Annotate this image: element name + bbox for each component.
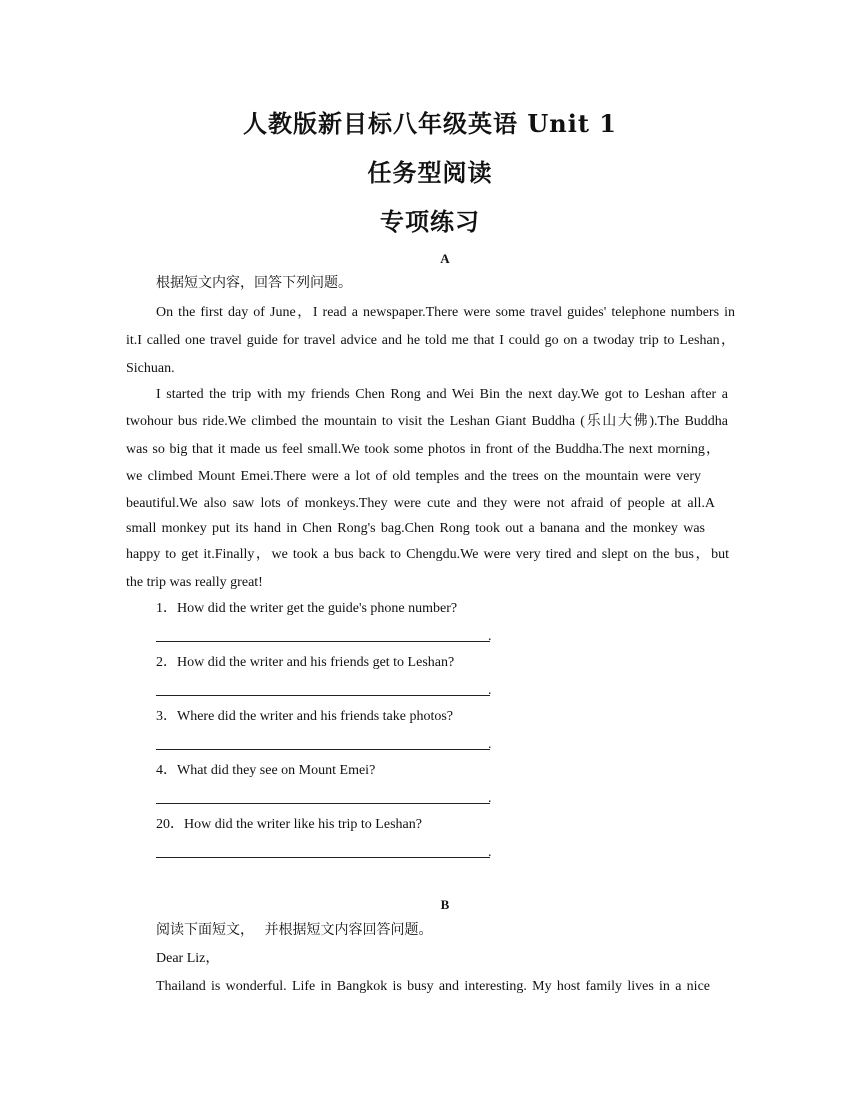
passage-line: twohour bus ride.We climbed the mountain to visit the Leshan Giant Buddha (乐山大佛).The Buddha <box>126 414 728 429</box>
passage-line: happy to get it.Finally，we took a bus back to Chengdu.We were very tired and slept on the bus，but <box>126 547 729 562</box>
section-b-label: B <box>440 897 450 912</box>
passage-line: Thailand is wonderful. Life in Bangkok is busy and interesting. My host family lives in a nice <box>156 979 710 994</box>
answer-period: . <box>488 791 492 806</box>
passage-line: it.I called one travel guide for travel advice and he told me that I could go on a twoday trip to Leshan， <box>126 333 735 348</box>
question-2: 2．How did the writer and his friends get to Leshan? <box>156 655 455 670</box>
answer-line-3[interactable] <box>156 749 490 750</box>
passage-line: was so big that it made us feel small.We took some photos in front of the Buddha.The next morning， <box>126 442 720 457</box>
passage-line: beautiful.We also saw lots of monkeys.They were cute and they were not afraid of people at all.A <box>126 496 715 511</box>
question-4: 4．What did they see on Mount Emei? <box>156 763 376 778</box>
section-a-instruction: 根据短文内容，回答下列问题。 <box>156 276 352 291</box>
answer-period: . <box>488 683 492 698</box>
answer-line-20[interactable] <box>156 857 490 858</box>
section-b-instruction: 阅读下面短文， 并根据短文内容回答问题。 <box>156 923 433 938</box>
question-20: 20．How did the writer like his trip to Leshan? <box>156 817 422 832</box>
answer-line-1[interactable] <box>156 641 490 642</box>
letter-greeting: Dear Liz， <box>156 951 220 966</box>
title-line-3: 专项练习 <box>380 207 480 236</box>
passage-line: the trip was really great! <box>126 575 263 590</box>
passage-line: small monkey put its hand in Chen Rong's bag.Chen Rong took out a banana and the monkey was <box>126 521 705 536</box>
answer-period: . <box>488 845 492 860</box>
passage-line: I started the trip with my friends Chen Rong and Wei Bin the next day.We got to Leshan after a <box>156 387 728 402</box>
answer-period: . <box>488 737 492 752</box>
passage-line: Sichuan. <box>126 361 175 376</box>
question-1: 1．How did the writer get the guide's phone number? <box>156 601 458 616</box>
section-a-label: A <box>440 251 450 266</box>
passage-line: On the first day of June，I read a newspaper.There were some travel guides' telephone numbers in <box>156 305 735 320</box>
answer-line-2[interactable] <box>156 695 490 696</box>
answer-line-4[interactable] <box>156 803 490 804</box>
title-line-1: 人教版新目标八年级英语 Unit 1 <box>243 109 617 138</box>
passage-line: we climbed Mount Emei.There were a lot of old temples and the trees on the mountain were very <box>126 469 701 484</box>
title-line-2: 任务型阅读 <box>367 158 493 187</box>
answer-period: . <box>488 629 492 644</box>
question-3: 3．Where did the writer and his friends take photos? <box>156 709 454 724</box>
